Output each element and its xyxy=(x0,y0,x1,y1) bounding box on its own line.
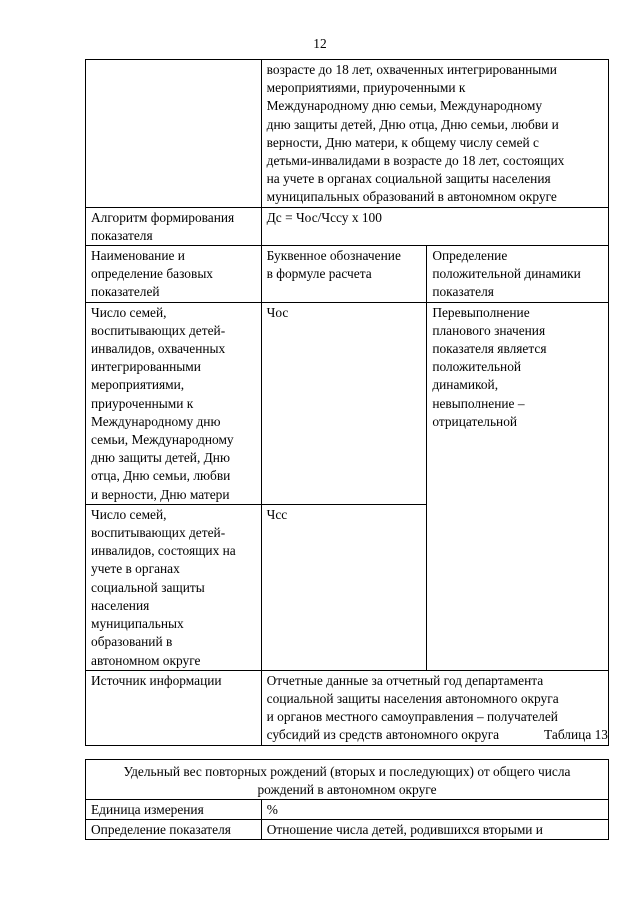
row2-symbol: Чсс xyxy=(261,504,427,670)
page-number: 12 xyxy=(313,36,327,51)
continuation-cell xyxy=(261,60,608,208)
text-line: показателя xyxy=(91,227,153,243)
text-line: рождений в автономном округе xyxy=(257,782,437,797)
text-line: определение базовых xyxy=(91,266,214,282)
text-line: муниципальных xyxy=(91,616,184,632)
definition-row xyxy=(86,820,609,840)
text-line: воспитывающих детей- xyxy=(91,525,226,541)
title-row xyxy=(86,760,609,800)
dynamics-cell xyxy=(427,302,609,670)
text-line: положительной динамики xyxy=(432,266,581,282)
source-label: Источник информации xyxy=(86,670,262,745)
header-name xyxy=(86,246,262,303)
definition-text: Отношение числа детей, родившихся вторыми и xyxy=(261,820,608,840)
text-line: населения xyxy=(91,597,150,613)
algorithm-row xyxy=(86,207,609,245)
source-row xyxy=(86,670,609,745)
row1-name xyxy=(86,302,262,504)
text-line: семьи, Международному xyxy=(91,432,234,448)
text-line: учете в органах xyxy=(91,561,180,577)
text-line: дню защиты детей, Дню отца, Дню семьи, любви и xyxy=(266,116,559,132)
unit-label: Единица измерения xyxy=(86,800,262,820)
text-line: образований в xyxy=(91,634,173,650)
text-line: детьми-инвалидами в возрасте до 18 лет, состоящих xyxy=(266,153,565,169)
text-line: автономном округе xyxy=(91,652,201,668)
text-line: приуроченными к xyxy=(91,395,194,411)
indicator-table xyxy=(85,59,609,746)
row2-name xyxy=(86,504,262,670)
text-line: Отчетные данные за отчетный год департамента xyxy=(266,672,544,688)
text-line: возрасте до 18 лет, охваченных интегрированными xyxy=(266,62,557,77)
text-line: Перевыполнение xyxy=(432,304,530,320)
text-line: Международному дню xyxy=(91,413,221,429)
text-line: Наименование и xyxy=(91,248,185,264)
header-symbol xyxy=(261,246,427,303)
text-line: муниципальных образований в автономном округе xyxy=(266,189,557,205)
text-line: Определение xyxy=(432,248,508,264)
text-line: и верности, Дню матери xyxy=(91,486,230,502)
text-line: Число семей, xyxy=(91,304,167,320)
unit-value: % xyxy=(261,800,608,820)
header-dynamics xyxy=(427,246,609,303)
table-number-label: Таблица 13 xyxy=(544,727,608,742)
table-title xyxy=(86,760,609,800)
header-row xyxy=(86,246,609,303)
text-line: Алгоритм формирования xyxy=(91,209,235,225)
text-line: динамикой, xyxy=(432,377,499,393)
text-line: отрицательной xyxy=(432,413,518,429)
text-line: мероприятиями, xyxy=(91,377,185,393)
text-line: положительной xyxy=(432,359,522,375)
text-line: социальной защиты xyxy=(91,579,205,595)
text-line: показателя является xyxy=(432,341,547,357)
text-line: Удельный вес повторных рождений (вторых и последующих) от общего числа xyxy=(123,764,571,779)
text-line: отца, Дню семьи, любви xyxy=(91,468,231,484)
text-line: верности, Дню матери, к общему числу семей с xyxy=(266,134,539,150)
text-line: мероприятиями, приуроченными к xyxy=(266,80,466,96)
text-line: социальной защиты населения автономного округа xyxy=(266,690,559,706)
text-line: невыполнение – xyxy=(432,395,525,411)
row1-symbol: Чос xyxy=(261,302,427,504)
text-line: инвалидов, состоящих на xyxy=(91,543,236,559)
text-line: в формуле расчета xyxy=(266,266,372,282)
text-line: Буквенное обозначение xyxy=(266,248,401,264)
text-line: интегрированными xyxy=(91,359,201,375)
unit-row xyxy=(86,800,609,820)
text-line: инвалидов, охваченных xyxy=(91,341,226,357)
text-line: на учете в органах социальной защиты населения xyxy=(266,171,551,187)
continuation-empty-cell xyxy=(86,60,262,208)
text-line: дню защиты детей, Дню xyxy=(91,450,230,466)
text-line: субсидий из средств автономного округа xyxy=(266,727,500,743)
text-line: планового значения xyxy=(432,322,546,338)
algorithm-formula: Дс = Чос/Чссу х 100 xyxy=(261,207,608,245)
definition-label: Определение показателя xyxy=(86,820,262,840)
algorithm-label xyxy=(86,207,262,245)
continuation-row xyxy=(86,60,609,208)
text-line: Число семей, xyxy=(91,506,167,522)
table-row xyxy=(86,302,609,504)
text-line: показателя xyxy=(432,284,494,300)
text-line: показателей xyxy=(91,284,160,300)
indicator-table-13 xyxy=(85,759,609,840)
text-line: воспитывающих детей- xyxy=(91,322,226,338)
text-line: и органов местного самоуправления – получателей xyxy=(266,709,558,725)
text-line: Международному дню семьи, Международному xyxy=(266,98,543,114)
